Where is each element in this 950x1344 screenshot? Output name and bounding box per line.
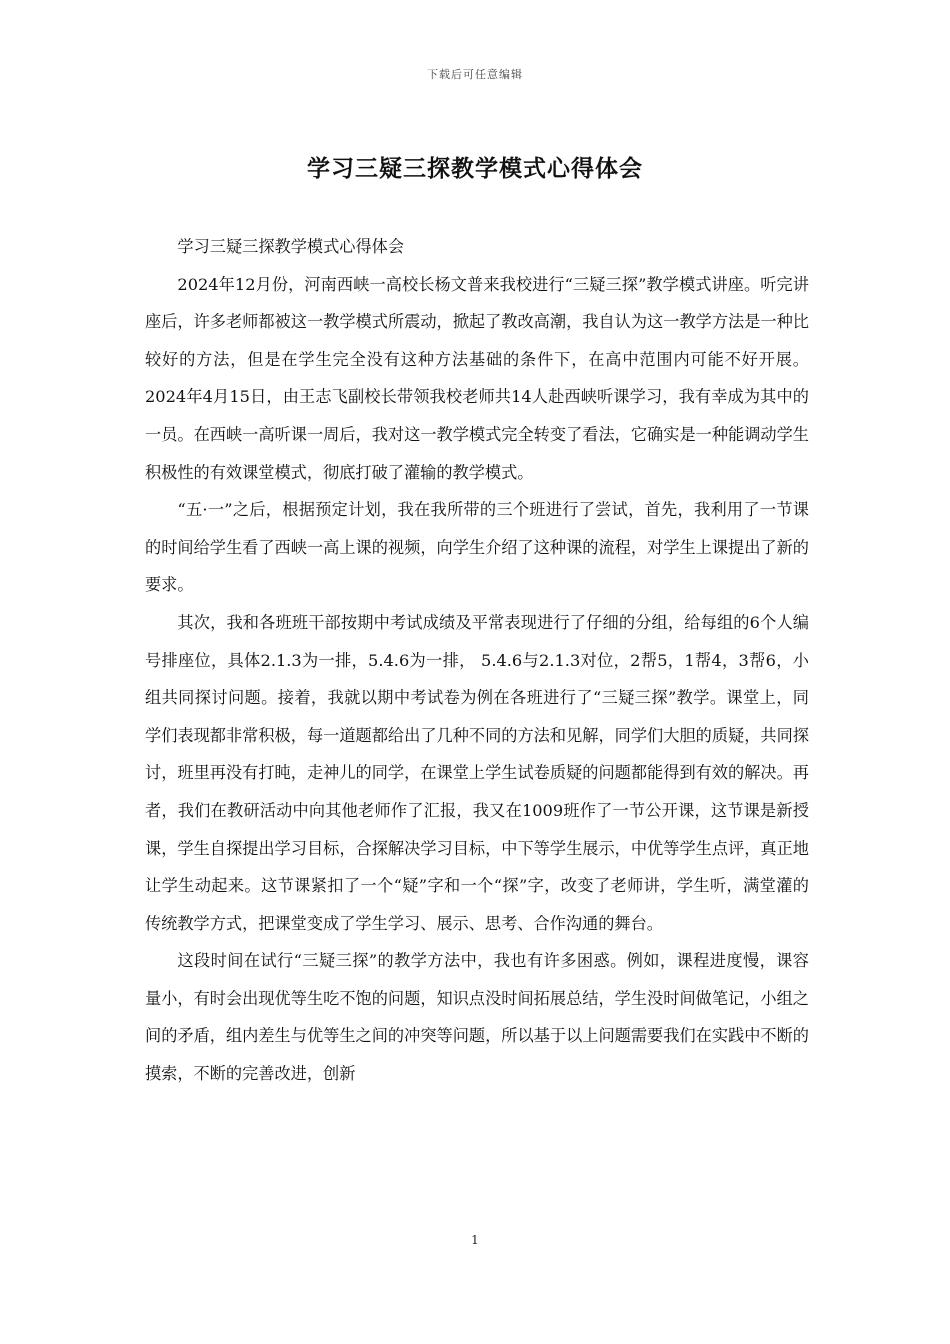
paragraph-grouping: 其次，我和各班班干部按期中考试成绩及平常表现进行了仔细的分组，给每组的6个人编号排座位，具体2.1.3为一排，5.4.6为一排， 5.4.6与2.1.3对位，2帮5，1帮4，3帮6，小组共同探讨问题。接着，我就以期中考试卷为例在各班进行了“三疑三探”教学。课堂上，同学们表现都非常积极，每一道题都给出了几种不同的方法和见解，同学们大胆的质疑，共同探讨，班里再没有打盹，走神儿的同学，在课堂上学生试卷质疑的问题都能得到有效的解决。再者，我们在教研活动中向其他老师作了汇报，我又在1009班作了一节公开课，这节课是新授课，学生自探提出学习目标，合探解决学习目标，中下等学生展示，中优等学生点评，真正地让学生动起来。这节课紧扣了一个“疑”字和一个“探”字，改变了老师讲，学生听，满堂灌的传统教学方式，把课堂变成了学生学习、展示、思考、合作沟通的舞台。 bbox=[145, 612, 809, 933]
paragraph-subtitle: 学习三疑三探教学模式心得体会 bbox=[177, 237, 405, 256]
page-number: 1 bbox=[471, 1233, 479, 1247]
paragraph-confusion: 这段时间在试行“三疑三探”的教学方法中，我也有许多困惑。例如，课程进度慢，课容量小，有时会出现优等生吃不饱的问题，知识点没时间拓展总结，学生没时间做笔记，小组之间的矛盾，组内差生与优等生之间的冲突等问题，所以基于以上问题需要我们在实践中不断的摸索，不断的完善改进，创新 bbox=[145, 951, 809, 1084]
paragraph-may-day: “五·一”之后，根据预定计划，我在我所带的三个班进行了尝试，首先，我利用了一节课的时间给学生看了西峡一高上课的视频，向学生介绍了这种课的流程，对学生上课提出了新的要求。 bbox=[145, 500, 809, 595]
document-body bbox=[145, 228, 809, 1093]
document-title: 学习三疑三探教学模式心得体会 bbox=[307, 156, 643, 182]
header-note: 下载后可任意编辑 bbox=[427, 68, 523, 81]
paragraph-intro: 2024年12月份，河南西峡一高校长杨文普来我校进行“三疑三探”教学模式讲座。听完讲座后，许多老师都被这一教学模式所震动，掀起了教改高潮，我自认为这一教学方法是一种比较好的方法，但是在学生完全没有这种方法基础的条件下，在高中范围内可能不好开展。2024年4月15日，由王志飞副校长带领我校老师共14人赴西峡听课学习，我有幸成为其中的一员。在西峡一高听课一周后，我对这一教学模式完全转变了看法，它确实是一种能调动学生积极性的有效课堂模式，彻底打破了灌输的教学模式。 bbox=[145, 274, 809, 482]
